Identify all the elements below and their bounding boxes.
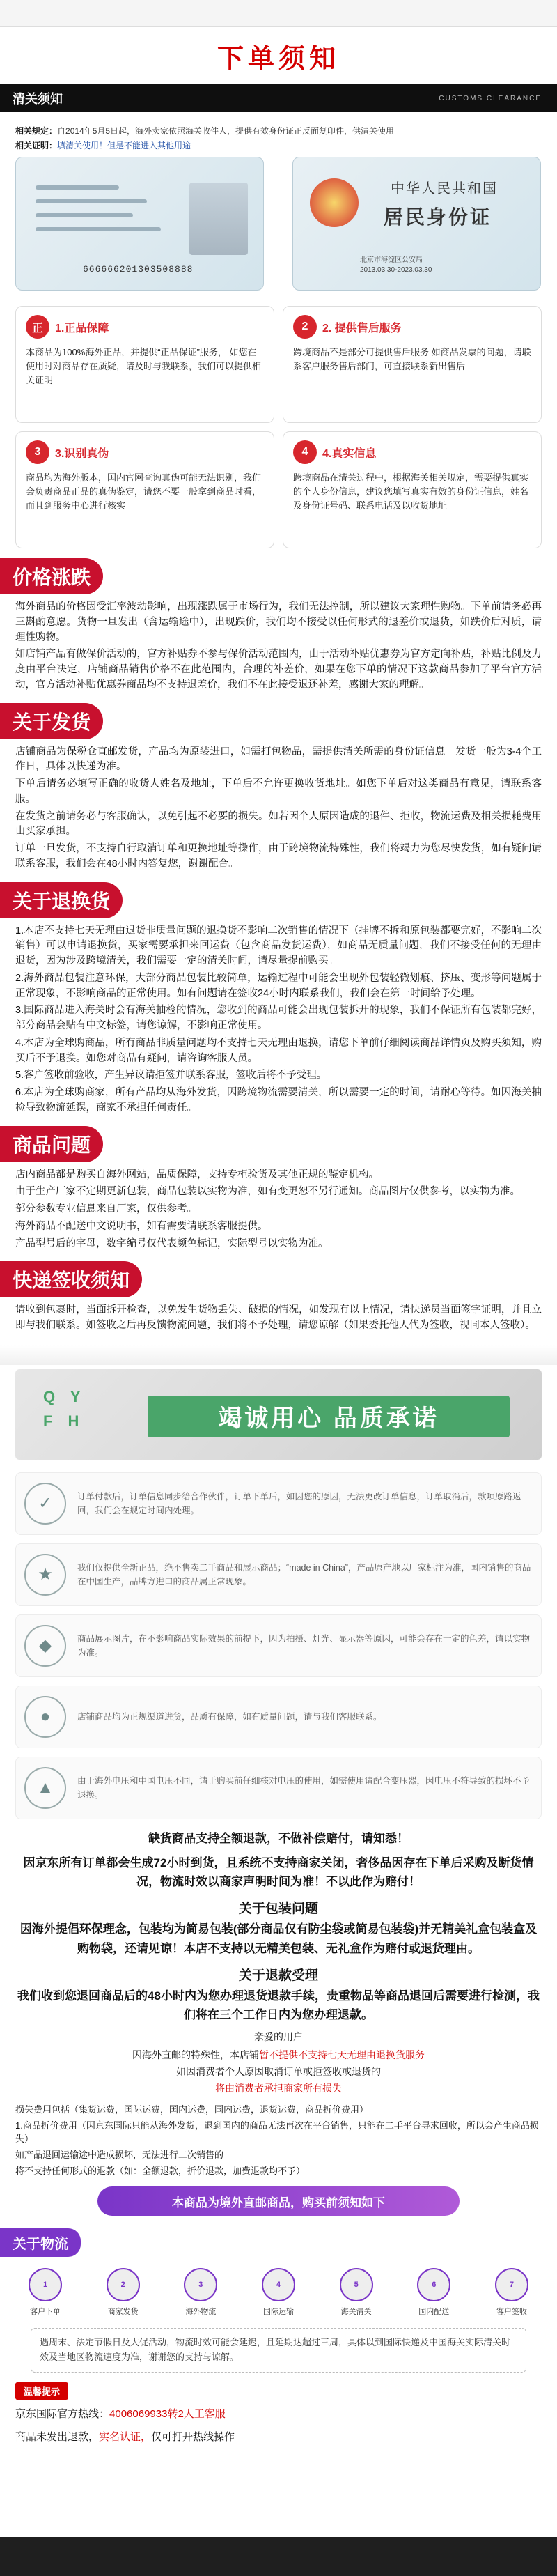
policy-line-1: 因海外直邮的特殊性，本店铺暂不提供不支持七天无理由退换货服务 (132, 2049, 425, 2061)
no-refund: 将不支持任何形式的退款（如：全额退款，折价退款，加费退款均不予） (15, 2166, 306, 2177)
customs-icon: 5 (340, 2268, 373, 2301)
logistics-section (15, 2228, 542, 2373)
banner-title: 竭诚用心 品质承诺 (148, 1396, 510, 1437)
verify-icon: 3 (26, 440, 49, 464)
step-domestic: 6 国内配送 (409, 2268, 458, 2317)
discount-fee: 1.商品折价费用（因京东国际只能从海外发货，退到国内的商品无法再次在平台销售，只能在二手平台寻求回收，所以会产生商品损失） (15, 2120, 539, 2145)
policy-line-2: 如因消费者个人原因取消订单或拒签收或退货的 (176, 2066, 381, 2078)
id-issuer: 北京市海淀区公安局 (360, 256, 423, 264)
guarantee-4: 4 4.真实信息 跨境商品在清关过程中，根据海关相关规定，需要提供真实的个人身份信息，建议您填写真实有效的身份证信息，姓名及身份证号码、联系电话及以收货地址 (283, 431, 542, 548)
section-delivery: 快递签收须知 请收到包裹时，当面拆开检查，以免发生货物丢失、破损的情况，如发现有以上情况，请快递员当面签字证明，并且立即与我们联系。如签收之后再反馈物流问题，我们将不予处理，请您谅解（如果委托他人代为签收，视同本人签收）。 (15, 1261, 542, 1334)
promise-item: ● 店铺商品均为正规渠道进货，品质有保障，如有质量问题，请与我们客服联系。 (15, 1686, 542, 1748)
step-overseas: 3 海外物流 (176, 2268, 225, 2317)
logistics-tag: 关于物流 (0, 2228, 81, 2257)
section-tag: 关于发货 (0, 703, 103, 739)
id-card-front (15, 157, 264, 291)
footer-bar (0, 2537, 557, 2576)
national-emblem-icon (310, 178, 359, 227)
section-shipping: 关于发货 店铺商品为保税仓直邮发货，产品均为原装进口，如需打包物品，需提供清关所需的身份证信息。发货一般为3-4个工作日，具体以快递为准。 下单后请务必填写正确的收货人姓名及地址，下单后不允许更换收货地址。如您下单后对这类商品有意见，请联系客服。 在发货之前请务必与客服确认，以免引起不必要的损失。如若因个人原因造成的退件、拒收，物流运费及相关损耗费用由买家承担。 订单一旦发货，不支持自行取消订单和更换地址等操作，由于跨境物流特殊性，我们将竭力为您尽快发货，如有疑问请联系客服，我们会在48小时内答复您，谢谢配合。 (15, 703, 542, 872)
box-icon: 2 (107, 2268, 140, 2301)
related-line-2: 相关证明：填清关使用！但是不能进入其他用途 (15, 141, 191, 151)
loss-fees: 损失费用包括（集货运费，国际运费，国内运费，国内运费，退货运费，商品折价费用） (15, 2104, 369, 2115)
guarantee-1: 正 1.正品保障 本商品为100%海外正品，并提供“正品保证”服务， 如您在使用时对商品存在质疑，请及时与我联系，我们可以提供相关证明 (15, 306, 274, 423)
section-tag: 快递签收须知 (0, 1261, 142, 1297)
promise-item: ★ 我们仅提供全新正品，绝不售卖二手商品和展示商品；“made in China”，产品原产地以厂家标注为准，国内销售的商品在中国生产，品牌方进口的商品属正常现象。 (15, 1543, 542, 1606)
promise-item: ✓ 订单付款后，订单信息同步给合作伙伴，订单下单后，如因您的原因，无法更改订单信息，订单取消后，款项原路返回，我们会在规定时间内处理。 (15, 1472, 542, 1535)
section-product: 商品问题 店内商品都是购买自海外网站，品质保障，支持专柜验货及其他正规的鉴定机构。 由于生产厂家不定期更新包装，商品包装以实物为准，如有变更恕不另行通知。商品图片仅供参考，以实物为准。 部分参数专业信息来自厂家，仅供参考。 海外商品不配送中文说明书，如有需要请联系客服提供。 产品型号后的字母，数字编号仅代表颜色标记，实际型号以实物为准。 (15, 1126, 542, 1252)
notice-block (15, 1829, 542, 2177)
promise-banner (15, 1369, 542, 1460)
refund-text: 我们收到您退回商品后的48小时内为您办理退货退款手续，贵重物品等商品退回后需要进行检测，我们将在三个工作日内为您办理退款。 (17, 1989, 540, 2021)
ribbon-label: 清关须知 (13, 92, 63, 106)
diamond-icon: ◆ (24, 1625, 66, 1667)
guarantee-grid (15, 306, 542, 548)
banner-logo: Q Y F H (43, 1387, 86, 1430)
id-photo-placeholder (189, 183, 248, 255)
logistics-flow (15, 2268, 542, 2317)
logistics-note: 遇周末、法定节假日及大促活动，物流时效可能会延迟，且延期达超过三周，具体以到国际快递及中国海关实际清关时效及当地区物流速度为准，谢谢您的支持与谅解。 (31, 2328, 526, 2373)
guarantee-2: 2 2. 提供售后服务 跨境商品不是部分可提供售后服务 如商品发票的问题，请联系客户服务售后部门，可直接联系新出售后 (283, 306, 542, 423)
promise-item: ▲ 由于海外电压和中国电压不同，请于购买前仔细核对电压的使用，如需使用请配合变压器，因电压不符导致的损坏不予退换。 (15, 1757, 542, 1819)
id-card-back (292, 157, 541, 291)
after-sale-line: 商品未发出退款，实名认证，仅可打开热线操作 (15, 2431, 235, 2444)
cart-icon: 1 (29, 2268, 62, 2301)
globe-icon: 4 (262, 2268, 295, 2301)
refund-heading: 关于退款受理 (238, 1968, 318, 1983)
id-number: 666666201303508888 (83, 264, 194, 275)
packaging-text: 因海外提倡环保理念，包装均为简易包装(部分商品仅有防尘袋或简易包装袋)并无精美礼盒包装盒及购物袋，还请见谅！本店不支持以无精美包装、无礼盒作为赔付或退货理由。 (19, 1922, 538, 1955)
related-rules (0, 112, 557, 151)
service-icon: 2 (293, 315, 317, 339)
direct-mail-notice: 本商品为境外直邮商品，购买前须知如下 (97, 2186, 460, 2216)
plane-icon: 3 (184, 2268, 217, 2301)
warning-icon: ▲ (24, 1767, 66, 1809)
section-returns: 关于退换货 1.本店不支持七天无理由退货非质量问题的退换货不影响二次销售的情况下（挂牌不拆和原包装都要完好，不影响二次销售）可以申请退换货，买家需要承担来回运费（包含商品发货运费），如商品无质量问题，我们不接受任何的无理由退货，因为涉及跨境清关，我们需要一定的清关时间，请尽量提前购买。 2.海外商品包装注意环保，大部分商品包装比较简单，运输过程中可能会出现外包装轻微划痕、挤压、变形等问题属于正常现象，不影响商品的正常使用。如有问题请在签收24小时内联系我们，我们会在第一时间给予处理。 3.国际商品进入海关时会有海关抽检的情况，您收到的商品可能会出现包装拆开的现象，我们不保证所有包装都完好，部分商品会贴有中文标签，请您谅解，不影响正常使用。 4.本店为全球购商品，所有商品非质量问题均不支持七天无理由退换，请您下单前仔细阅读商品详情页及购买须知，购买后不予退换。如您对商品有疑问，请咨询客服人员。 5.客户签收前验收，产生异议请拒签并联系客服，签收后将不予受理。 6.本店为全球购商家，所有产品均从海外发货，因跨境物流需要清关，所以需要一定的时间，请耐心等待。如因海关抽检导致物流延误，商家不承担任何责任。 (15, 882, 542, 1116)
section-price: 价格涨跌 海外商品的价格因受汇率波动影响，出现涨跌属于市场行为，我们无法控制，所以建议大家理性购物。下单前请务必再三斟酌意愿。货物一旦发出（含运输途中），出现跌价，我们均不接受以任何形式的退差价或退货，如跌价后对质，请理性购物。 如店铺产品有做保价活动的，官方补贴券不参与保价活动范围内，由于活动补贴优惠券为官方定向补贴，补贴比例及力度由平台决定，店铺商品销售价格不在此范围内，合理的补差价，如果在您下单的情况下这款商品参加了平台官方活动，官方活动补贴优惠券商品均不支持退差价，我们不在此接受退还补差，感谢大家的理解。 (15, 558, 542, 693)
genuine-icon: 正 (26, 315, 49, 339)
order-notice: 因京东所有订单都会生成72小时到货，且系统不支持商家关闭，奢侈品因存在下单后采购及断货情况，物流时效以商家声明时间为准！不以此作为赔付！ (23, 1856, 534, 1889)
id-validity: 2013.03.30-2023.03.30 (360, 266, 432, 274)
packaging-heading: 关于包装问题 (238, 1902, 318, 1917)
promise-item: ◆ 商品展示图片，在不影响商品实际效果的前提下，因为拍摄、灯光、显示器等原因，可能会存在一定的色差，请以实物为准。 (15, 1614, 542, 1677)
transit-damage: 如产品退回运输途中造成损坏，无法进行二次销售的 (15, 2150, 224, 2161)
guarantee-3: 3 3.识别真伪 商品均为海外版本，国内官网查询真伪可能无法识别，我们会负责商品正品的真伪鉴定，请您不要一般拿到商品时看，而且到服务中心进行核实 (15, 431, 274, 548)
section-tag: 价格涨跌 (0, 558, 103, 594)
check-icon: ✓ (24, 1483, 66, 1525)
promise-list (15, 1472, 542, 1819)
info-icon: 4 (293, 440, 317, 464)
star-icon: ★ (24, 1554, 66, 1596)
divider (0, 1345, 557, 1365)
id-back-top: 中华人民共和国 (391, 181, 498, 196)
dot-icon: ● (24, 1696, 66, 1738)
warm-tag: 温馨提示 (15, 2382, 68, 2400)
step-order: 1 客户下单 (21, 2268, 70, 2317)
stockout-notice: 缺货商品支持全额退款，不做补偿赔付，请知悉！ (148, 1831, 409, 1845)
id-back-title: 居民身份证 (384, 207, 492, 229)
ribbon-sub: CUSTOMS CLEARANCE (439, 94, 542, 102)
step-intl: 4 国际运输 (254, 2268, 303, 2317)
warm-tips (15, 2382, 542, 2446)
truck-icon: 6 (417, 2268, 450, 2301)
step-ship: 2 商家发货 (99, 2268, 148, 2317)
step-customs: 5 海关清关 (332, 2268, 381, 2317)
dear-user: 亲爱的用户 (254, 2031, 303, 2043)
section-ribbon-customs (0, 84, 557, 112)
section-tag: 关于退换货 (0, 882, 123, 918)
page-title: 下单须知 (217, 44, 340, 74)
signature-icon: 7 (495, 2268, 528, 2301)
step-sign: 7 客户签收 (487, 2268, 536, 2317)
section-tag: 商品问题 (0, 1126, 103, 1162)
related-line-1: 相关规定：自2014年5月5日起，海外卖家依照海关收件人，提供有效身份证正反面复印件，供清关使用 (15, 126, 395, 136)
top-strip (0, 0, 557, 27)
id-card-samples (15, 157, 542, 296)
policy-line-3: 将由消费者承担商家所有损失 (215, 2083, 342, 2095)
hotline-line: 京东国际官方热线：4006069933转2人工客服 (15, 2407, 226, 2420)
